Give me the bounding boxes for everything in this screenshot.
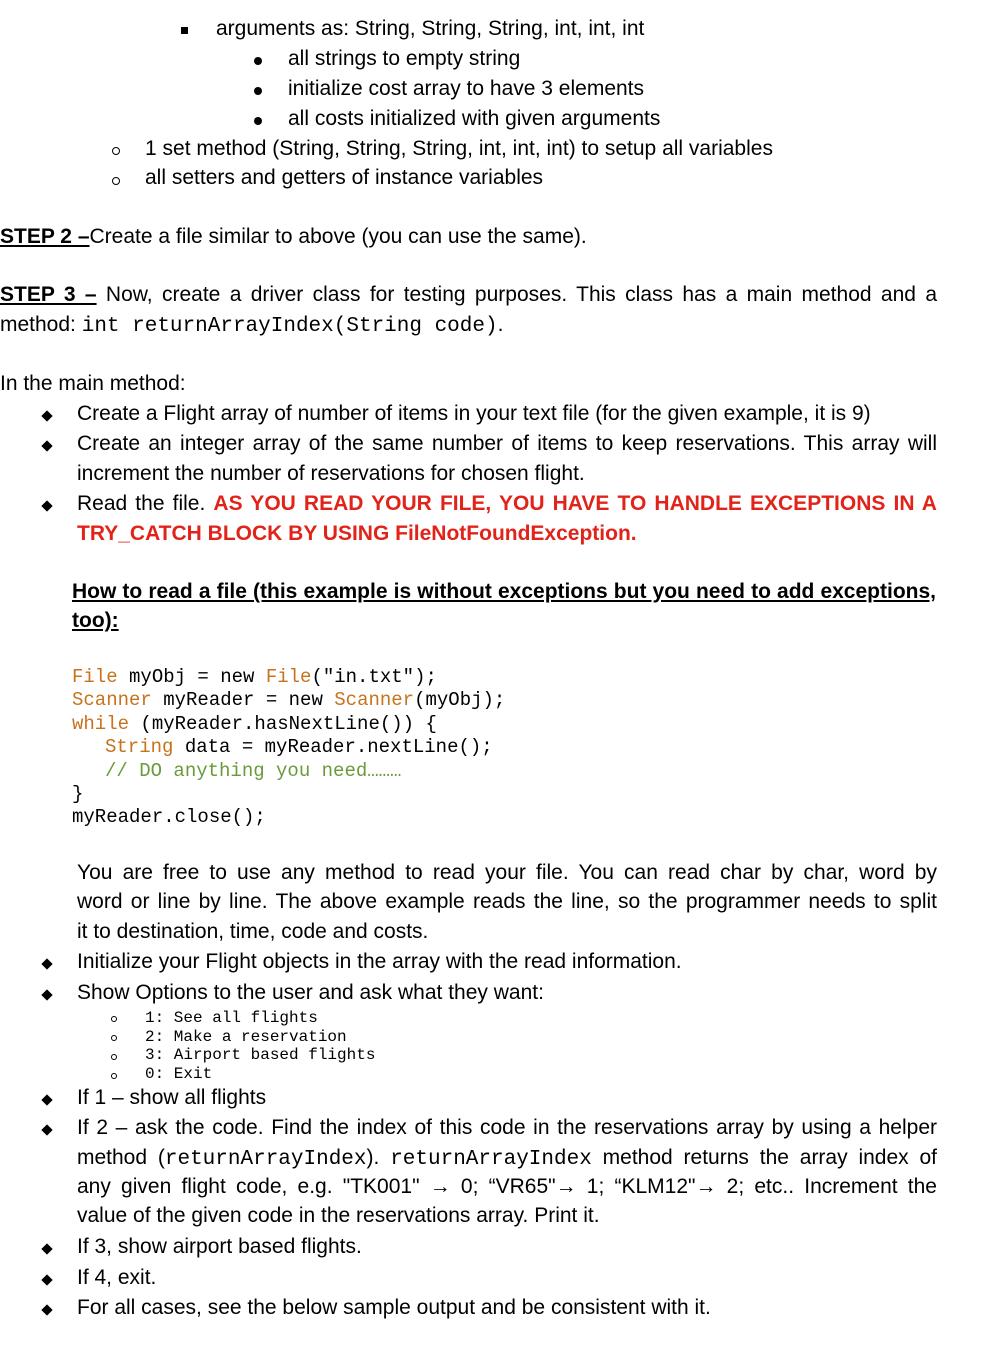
code-line-1: [72, 666, 437, 690]
code-line-4: [105, 736, 493, 760]
case-3: If 3, show airport based flights.: [77, 1235, 362, 1258]
main-method-intro: In the main method:: [0, 372, 186, 395]
return-array-index-signature: int returnArrayIndex(String code): [81, 315, 498, 338]
step2-paragraph: [0, 225, 587, 249]
step3-line-1: [0, 283, 937, 307]
hollow-bullet-icon: [111, 1073, 117, 1079]
return-array-index-code: returnArrayIndex: [164, 1148, 367, 1171]
init-flights-bullet: Initialize your Flight objects in the array with the read information.: [77, 950, 682, 973]
case-2-line-2: [77, 1146, 937, 1171]
args-line: arguments as: String, String, String, int, int, int: [216, 17, 645, 40]
case-2-line-1: If 2 – ask the code. Find the index of this code in the reservations array by using a helper: [77, 1116, 937, 1139]
hollow-bullet-icon: [111, 1054, 117, 1060]
code-keyword: File: [72, 666, 118, 688]
case-2-text: method (: [77, 1146, 165, 1169]
square-bullet-icon: [181, 27, 188, 34]
howto-heading-line-1: How to read a file (this example is without exceptions but you need to add exceptions,: [72, 580, 936, 603]
main-bullet-1: Create a Flight array of number of items in your text file (for the given example, it is 9): [77, 402, 871, 425]
menu-option-4: 0: Exit: [145, 1065, 213, 1083]
free-paragraph-line-1: You are free to use any method to read your file. You can read char by char, word by: [77, 861, 937, 884]
diamond-bullet-icon: [41, 1124, 52, 1135]
code-line-7: myReader.close();: [72, 806, 266, 828]
case-2-line-3: any given flight code, e.g. "TK001" → 0; “VR65"→ 1; “KLM12"→ 2; etc.. Increment the: [77, 1175, 937, 1198]
bullet-dot-icon: [254, 117, 262, 125]
code-text: data = myReader.nextLine();: [173, 736, 493, 758]
method-line-1: 1 set method (String, String, String, int, int, int) to setup all variables: [145, 137, 773, 160]
diamond-bullet-icon: [41, 410, 52, 421]
step2-text: Create a file similar to above (you can use the same).: [89, 225, 587, 248]
diamond-bullet-icon: [41, 989, 52, 1000]
code-text: (myObj);: [414, 689, 506, 711]
read-file-text: Read the file.: [77, 492, 206, 515]
sub-bullet-1: all strings to empty string: [288, 47, 521, 70]
menu-option-3: 3: Airport based flights: [145, 1046, 376, 1064]
howto-heading-line-2: too):: [72, 609, 119, 632]
exception-warning-line-2: TRY_CATCH BLOCK BY USING FileNotFoundException.: [77, 522, 637, 545]
code-keyword: String: [105, 736, 174, 758]
menu-option-1: 1: See all flights: [145, 1009, 318, 1027]
bullet-dot-icon: [254, 87, 262, 95]
diamond-bullet-icon: [41, 500, 52, 511]
main-bullet-3-line-1: [77, 492, 937, 516]
code-keyword: Scanner: [334, 689, 415, 711]
step3-line-2: [0, 313, 503, 338]
return-array-index-code: returnArrayIndex: [390, 1148, 592, 1171]
main-bullet-2-line-2: increment the number of reservations for chosen flight.: [77, 462, 585, 485]
step3-method-prefix: method:: [0, 313, 82, 336]
free-paragraph-line-2: word or line by line. The above example reads the line, so the programmer needs to split: [77, 890, 937, 913]
code-keyword: Scanner: [72, 689, 152, 711]
step2-heading: STEP 2 –: [0, 225, 90, 248]
case-2-line-4: value of the given code in the reservations array. Print it.: [77, 1204, 600, 1227]
case-5: For all cases, see the below sample output and be consistent with it.: [77, 1296, 711, 1319]
hollow-bullet-icon: [111, 1035, 117, 1041]
bullet-dot-icon: [254, 57, 262, 65]
method-line-2: all setters and getters of instance variables: [145, 166, 544, 189]
code-text: myReader = new: [151, 689, 335, 711]
case-4: If 4, exit.: [77, 1266, 157, 1289]
diamond-bullet-icon: [41, 1094, 52, 1105]
step3-period: .: [497, 313, 504, 336]
diamond-bullet-icon: [41, 1243, 52, 1254]
menu-option-2: 2: Make a reservation: [145, 1028, 347, 1046]
case-2-text: ).: [366, 1146, 391, 1169]
case-1: If 1 – show all flights: [77, 1086, 267, 1109]
exception-warning: AS YOU READ YOUR FILE, YOU HAVE TO HANDLE EXCEPTIONS IN A: [213, 492, 937, 515]
hollow-bullet-icon: [112, 147, 120, 155]
step3-text: Now, create a driver class for testing purposes. This class has a main method and a: [96, 283, 938, 306]
code-text: myObj = new: [117, 666, 266, 688]
sub-bullet-2: initialize cost array to have 3 elements: [288, 77, 645, 100]
code-keyword: while: [72, 713, 130, 735]
code-line-6: }: [72, 783, 84, 805]
diamond-bullet-icon: [41, 440, 52, 451]
hollow-bullet-icon: [111, 1016, 117, 1022]
code-comment: // DO anything you need………: [105, 760, 402, 782]
diamond-bullet-icon: [41, 1274, 52, 1285]
code-text: (myReader.hasNextLine()) {: [129, 713, 437, 735]
code-line-3: [72, 713, 437, 737]
hollow-bullet-icon: [112, 177, 120, 185]
free-paragraph-line-3: it to destination, time, code and costs.: [77, 920, 429, 943]
step3-heading: STEP 3 –: [0, 283, 97, 306]
main-bullet-2-line-1: Create an integer array of the same number of items to keep reservations. This array will: [77, 432, 937, 455]
diamond-bullet-icon: [41, 958, 52, 969]
case-2-text: method returns the array index of: [591, 1146, 937, 1169]
code-keyword: File: [265, 666, 312, 688]
code-text: ("in.txt");: [311, 666, 437, 688]
code-line-2: [72, 689, 505, 713]
sub-bullet-3: all costs initialized with given arguments: [288, 107, 661, 130]
diamond-bullet-icon: [41, 1304, 52, 1315]
show-options-bullet: Show Options to the user and ask what they want:: [77, 981, 544, 1004]
